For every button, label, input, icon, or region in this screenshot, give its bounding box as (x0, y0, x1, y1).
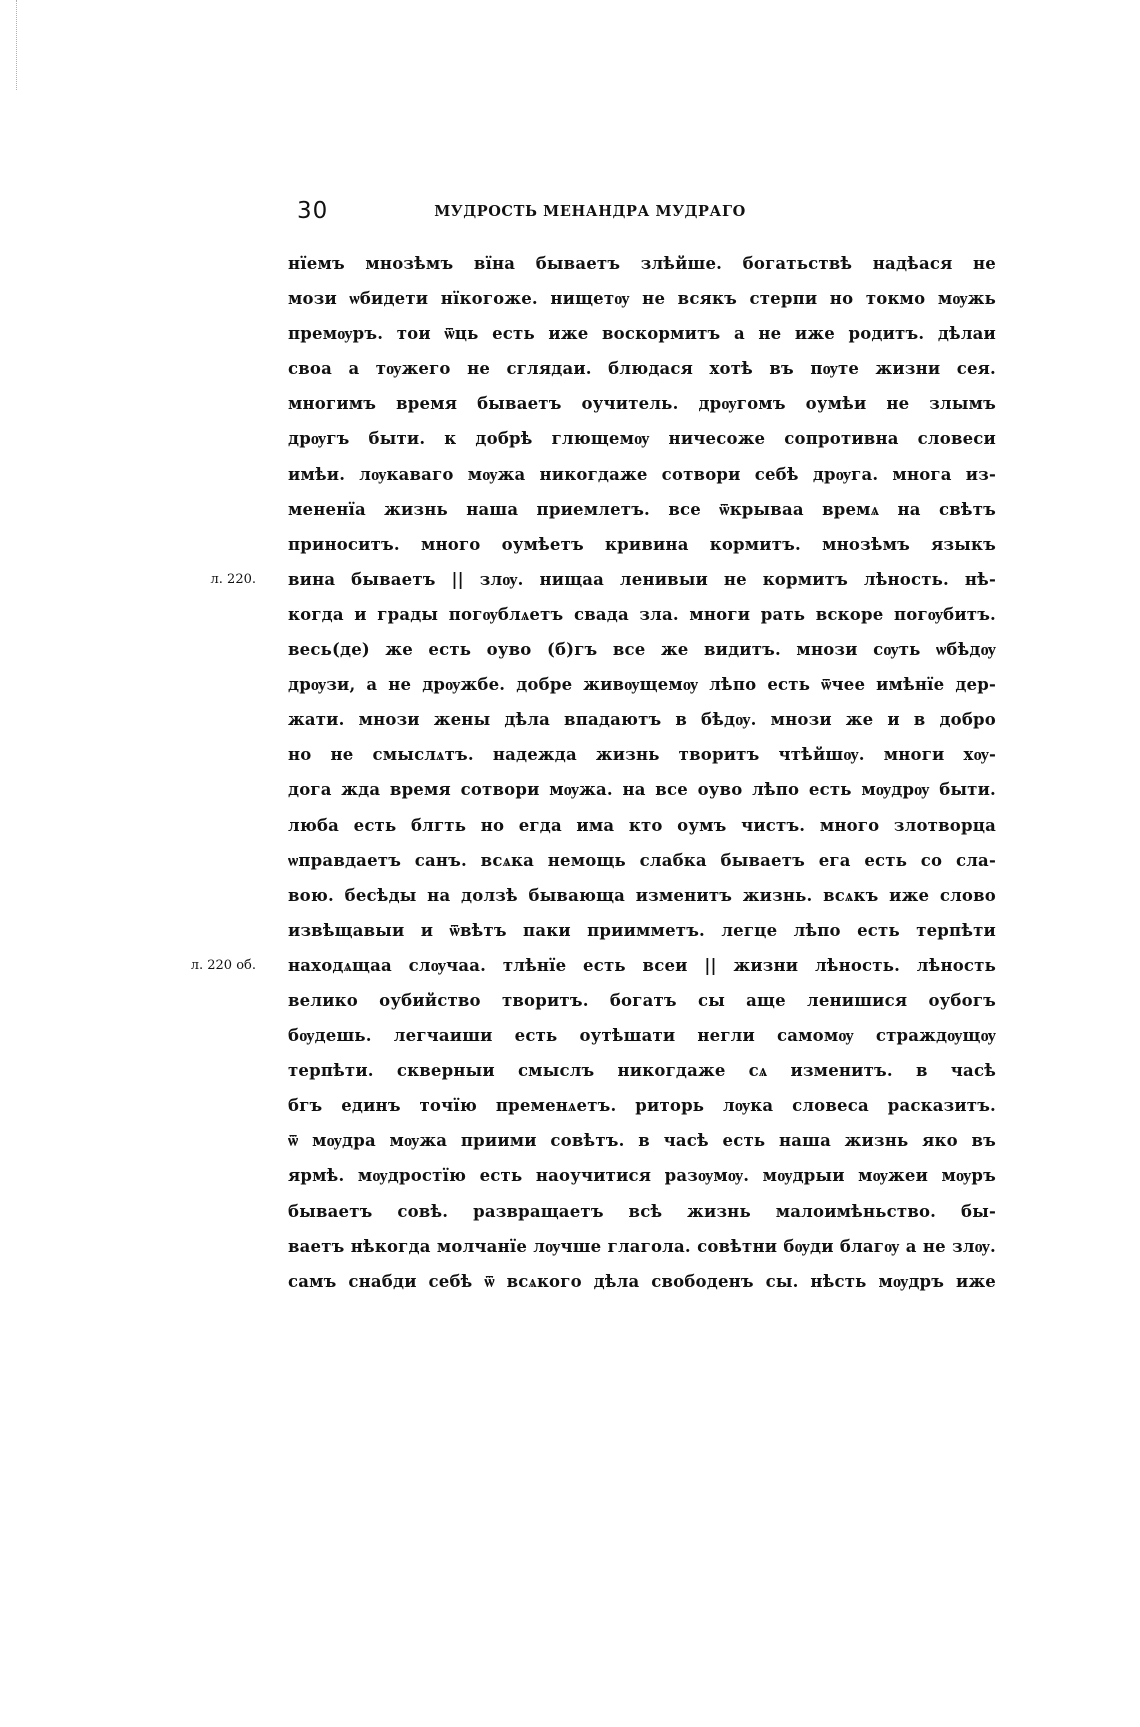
text-line (288, 386, 996, 421)
text-line (288, 281, 996, 316)
text-line (288, 316, 996, 351)
text-line (288, 1264, 996, 1299)
text-line (288, 808, 996, 843)
text-line (288, 527, 996, 562)
text-line-content: самъ снабди себѣ ѿ всѧкого дѣла свободенъ сы. нѣсть мѹдръ иже (288, 1271, 996, 1291)
scan-edge-mark (16, 0, 17, 90)
body-text (190, 246, 996, 1299)
text-line (288, 1158, 996, 1193)
text-line (288, 1018, 996, 1053)
text-line (288, 632, 996, 667)
text-line (288, 457, 996, 492)
text-line (288, 737, 996, 772)
text-line (288, 421, 996, 456)
text-line-content: бѹдешь. легчаиши есть оутѣшати негли самомѹ страждѹщѹ (288, 1026, 996, 1046)
text-line-content: но не смыслѧтъ. надежда жизнь творитъ чтѣйшѹ. многи хѹ- (288, 745, 996, 765)
text-line (288, 1088, 996, 1123)
text-line (288, 772, 996, 807)
text-line-content: вою. бесѣды на долзѣ бывающа изменитъ жизнь. всѧкъ иже слово (288, 885, 996, 905)
text-line-content: мози ѡбидети нїкогоже. нищетѹ не всякъ стерпи но токмо мѹжь (288, 289, 996, 309)
text-line-content: многимъ время бываетъ оучитель. дрѹгомъ оумѣи не злымъ (288, 394, 996, 414)
text-line-content: премѹръ. тои ѿць есть иже воскормитъ а не иже родитъ. дѣлаи (288, 324, 996, 344)
text-line (288, 492, 996, 527)
text-line (288, 1229, 996, 1264)
text-line-content: мененїа жизнь наша приемлетъ. все ѿкрываа времѧ на свѣтъ (288, 499, 996, 519)
text-line (288, 1194, 996, 1229)
margin-note: л. 220. (210, 571, 256, 587)
text-line (288, 913, 996, 948)
text-line (288, 843, 996, 878)
text-line-content: вина бываетъ || злѹ. нищаа ленивыи не кормитъ лѣность. нѣ- (288, 569, 996, 589)
text-line-content: ярмѣ. мѹдростїю есть наоучитися разѹмѹ. мѹдрыи мѹжеи мѹръ (288, 1166, 996, 1186)
text-line-content: терпѣти. скверныи смыслъ никогдаже сѧ изменитъ. в часѣ (288, 1061, 996, 1081)
text-line-content: ваетъ нѣкогда молчанїе лѹчше глагола. совѣтни бѹди благѹ а не злѹ. (288, 1236, 996, 1256)
text-line-content: жати. мнози жены дѣла впадаютъ в бѣдѹ. мнози же и в добро (288, 710, 996, 730)
text-line (288, 246, 996, 281)
text-line-content: ѿ мѹдра мѹжа приими совѣтъ. в часѣ есть наша жизнь яко въ (288, 1131, 996, 1151)
text-line-content: находѧщаа слѹчаа. тлѣнїе есть всеи || жизни лѣность. лѣность (288, 955, 996, 975)
text-line (288, 1053, 996, 1088)
text-line (288, 597, 996, 632)
text-line-content: дога жда время сотвори мѹжа. на все оуво лѣпо есть мѹдрѹ быти. (288, 780, 996, 800)
running-title: МУДРОСТЬ МЕНАНДРА МУДРАГО (434, 203, 746, 220)
text-line-content: бываетъ совѣ. развращаетъ всѣ жизнь малоимѣньство. бы- (288, 1201, 996, 1221)
text-line-content: приноситъ. много оумѣетъ кривина кормитъ. мнозѣмъ языкъ (288, 534, 996, 554)
text-line (210, 562, 996, 597)
text-line (288, 702, 996, 737)
page-header (0, 196, 1140, 226)
text-line-content: дрѹзи, а не дрѹжбе. добре живѹщемѹ лѣпо есть ѿчее имѣнїе дер- (288, 675, 996, 695)
text-line-content: когда и грады погѹблѧетъ свада зла. многи рать вскоре погѹбитъ. (288, 604, 996, 624)
text-line (288, 983, 996, 1018)
margin-note: л. 220 об. (190, 957, 256, 973)
text-line-content: нїемъ мнозѣмъ вїна бываетъ злѣйше. богатьствѣ надѣася не (288, 254, 996, 273)
page-number: 30 (297, 198, 329, 224)
text-line (190, 948, 996, 983)
text-line-content: ѡправдаетъ санъ. всѧка немощь слабка бываетъ ега есть со сла- (288, 850, 996, 870)
text-line (288, 1123, 996, 1158)
text-line (288, 667, 996, 702)
text-line-content: велико оубийство творитъ. богатъ сы аще ленишися оубогъ (288, 990, 996, 1010)
text-line-content: дрѹгъ быти. к добрѣ глющемѹ ничесоже сопротивна словеси (288, 429, 996, 449)
text-line-content: весь(де) же есть оуво (б)гъ все же видитъ. мнози сѹть ѡбѣдѹ (288, 640, 996, 660)
text-line (288, 351, 996, 386)
text-line-content: извѣщавыи и ѿвѣтъ паки приимметъ. легце лѣпо есть терпѣти (288, 920, 996, 940)
text-line-content: люба есть блгть но егда има кто оумъ чистъ. много злотворца (288, 815, 996, 835)
text-line (288, 878, 996, 913)
text-line-content: бгъ единъ точїю пременѧетъ. риторь лѹка словеса расказитъ. (288, 1096, 996, 1116)
text-line-content: имѣи. лѹкаваго мѹжа никогдаже сотвори себѣ дрѹга. многа из- (288, 464, 996, 484)
text-line-content: своа а тѹжего не сглядаи. блюдася хотѣ въ пѹте жизни сея. (288, 359, 996, 379)
